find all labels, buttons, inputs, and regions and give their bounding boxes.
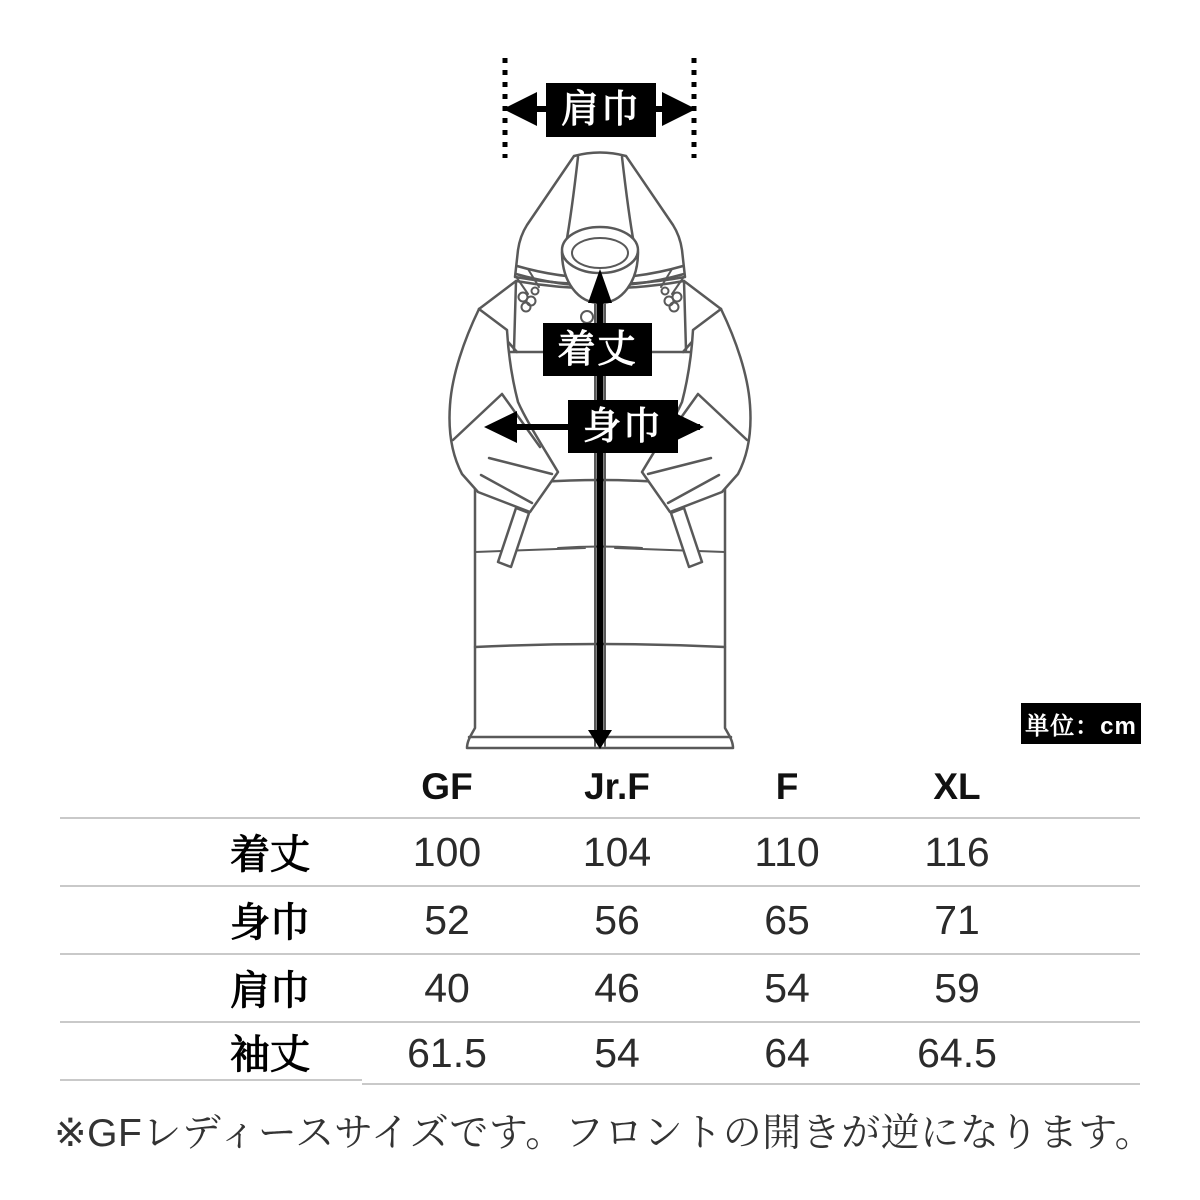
unit-badge: 単位：cm [1021,703,1141,744]
value-body-length-f: 110 [702,817,872,885]
value-sleeve-length-f: 64 [702,1021,872,1085]
value-shoulder-width-xl: 59 [872,953,1042,1021]
row-label-body-length: 着丈 [60,817,362,883]
value-sleeve-length-xl: 64.5 [872,1021,1042,1085]
body-length-label: 着丈 [543,323,652,376]
size-table [60,757,1140,1085]
value-sleeve-length-jrf: 54 [532,1021,702,1085]
value-shoulder-width-gf: 40 [362,953,532,1021]
value-body-length-jrf: 104 [532,817,702,885]
table-corner-cell [60,757,362,817]
row-label-sleeve-length: 袖丈 [60,1021,362,1081]
column-header-xl: XL [933,766,981,807]
header-spacer [1042,757,1140,817]
value-shoulder-width-jrf: 46 [532,953,702,1021]
value-body-length-xl: 116 [872,817,1042,885]
row-label-shoulder-width: 肩巾 [60,953,362,1019]
body-width-label: 身巾 [568,400,678,453]
value-body-width-gf: 52 [362,885,532,953]
footnote: ※GFレディースサイズです。フロントの開きが逆になります。 [54,1112,1155,1155]
value-body-width-jrf: 56 [532,885,702,953]
row-spacer [1042,885,1140,953]
row-spacer [1042,817,1140,885]
value-body-width-xl: 71 [872,885,1042,953]
value-sleeve-length-gf: 61.5 [362,1021,532,1085]
row-spacer [1042,1021,1140,1085]
row-label-body-width: 身巾 [60,885,362,951]
column-header-f: F [775,766,799,807]
shoulder-width-label: 肩巾 [546,83,656,137]
value-body-length-gf: 100 [362,817,532,885]
value-shoulder-width-f: 54 [702,953,872,1021]
value-body-width-f: 65 [702,885,872,953]
column-header-jrf: Jr.F [584,766,650,807]
column-header-gf: GF [421,766,473,807]
row-spacer [1042,953,1140,1021]
